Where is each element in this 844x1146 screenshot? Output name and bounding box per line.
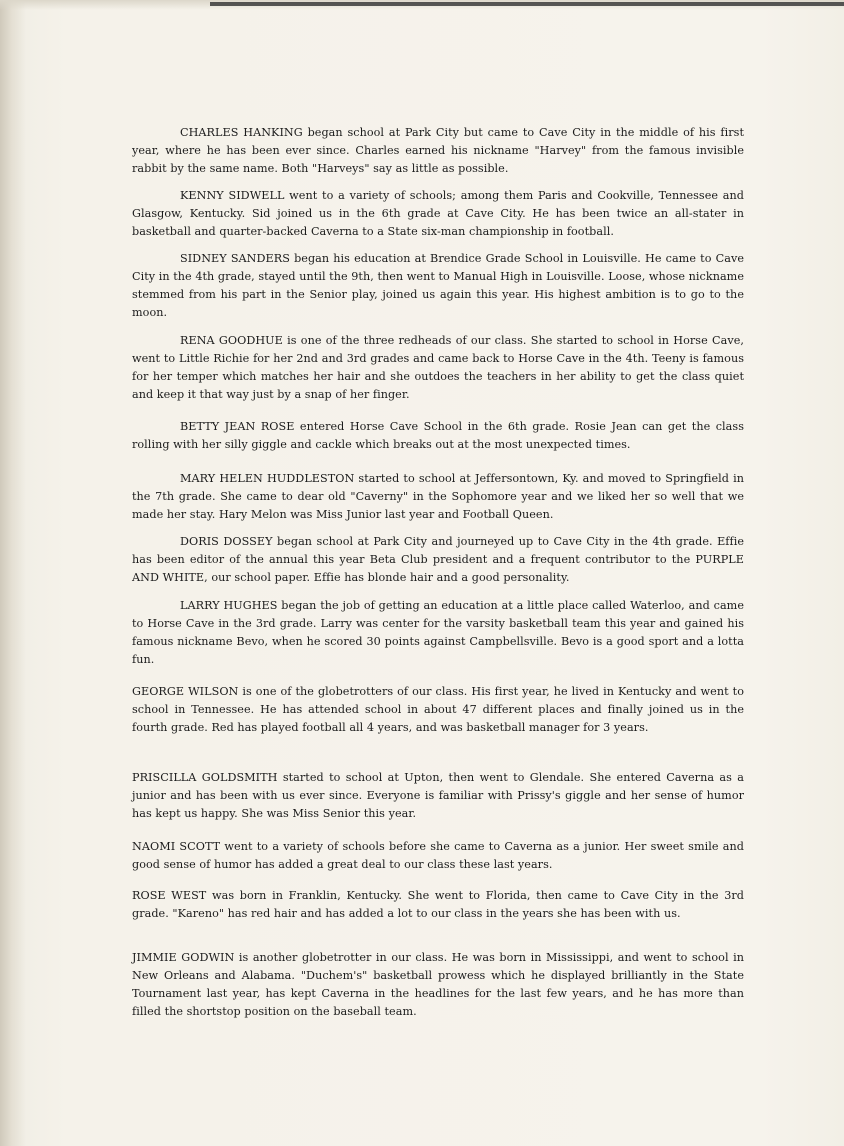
- bio-rena-goodhue: RENA GOODHUE is one of the three redheads of our class. She started to school in Horse Cave, went to Little Richie for her 2nd and 3rd grades and came back to Horse Cave in the 4th. Teeny is famous for her temper which matches her hair and she outdoes the teachers in her ability to get the class quiet and keep it that way just by a snap of her finger.: [132, 334, 744, 401]
- bio-betty-jean-rose: BETTY JEAN ROSE entered Horse Cave School in the 6th grade. Rosie Jean can get the class rolling with her silly giggle and cackle which breaks out at the most unexpected times.: [132, 420, 744, 451]
- bio-george-wilson: GEORGE WILSON is one of the globetrotters of our class. His first year, he lived in Kentucky and went to school in Tennessee. He has attended school in about 47 different places and finally joined us in the fourth grade. Red has played football all 4 years, and was basketball manager for 3 years.: [132, 685, 744, 734]
- bio-naomi-scott: NAOMI SCOTT went to a variety of schools before she came to Caverna as a junior. Her sweet smile and good sense of humor has added a great deal to our class these last years.: [132, 840, 744, 871]
- top-rule: [210, 2, 844, 6]
- bio-rose-west: ROSE WEST was born in Franklin, Kentucky. She went to Florida, then came to Cave City in the 3rd grade. "Kareno" has red hair and has added a lot to our class in the years she has been with us.: [132, 889, 744, 920]
- bio-doris-dossey: DORIS DOSSEY began school at Park City and journeyed up to Cave City in the 4th grade. Effie has been editor of the annual this year Beta Club president and a frequent contributor to the PURPLE AND WHITE, our school paper. Effie has blonde hair and a good personality.: [132, 535, 744, 584]
- binding-shadow: [0, 0, 26, 1146]
- bio-jimmie-godwin: JIMMIE GODWIN is another globetrotter in our class. He was born in Mississippi, and went to school in New Orleans and Alabama. "Duchem's" basketball prowess which he displayed brilliantly in the State Tournament last year, has kept Caverna in the headlines for the last few years, and he has more than filled the shortstop position on the baseball team.: [132, 951, 744, 1018]
- bio-larry-hughes: LARRY HUGHES began the job of getting an education at a little place called Waterloo, and came to Horse Cave in the 3rd grade. Larry was center for the varsity basketball team this year and gained his famous nickname Bevo, when he scored 30 points against Campbellsville. Bevo is a good sport and a lotta fun.: [132, 599, 744, 666]
- bio-kenny-sidwell: KENNY SIDWELL went to a variety of schools; among them Paris and Cookville, Tennessee and Glasgow, Kentucky. Sid joined us in the 6th grade at Cave City. He has been twice an all-stater in basketball and quarter-backed Caverna to a State six-man championship in football.: [132, 189, 744, 238]
- bio-mary-helen-huddleston: MARY HELEN HUDDLESTON started to school at Jeffersontown, Ky. and moved to Springfield in the 7th grade. She came to dear old "Caverny" in the Sophomore year and we liked her so well that we made her stay. Hary Melon was Miss Junior last year and Football Queen.: [132, 472, 744, 521]
- bio-priscilla-goldsmith: PRISCILLA GOLDSMITH started to school at Upton, then went to Glendale. She entered Caverna as a junior and has been with us ever since. Everyone is familiar with Prissy's giggle and her sense of humor has kept us happy. She was Miss Senior this year.: [132, 771, 744, 820]
- bio-charles-hanking: CHARLES HANKING began school at Park City but came to Cave City in the middle of his first year, where he has been ever since. Charles earned his nickname "Harvey" from the famous invisible rabbit by the same name. Both "Harveys" say as little as possible.: [132, 126, 744, 175]
- bio-sidney-sanders: SIDNEY SANDERS began his education at Brendice Grade School in Louisville. He came to Cave City in the 4th grade, stayed until the 9th, then went to Manual High in Louisville. Loose, whose nickname stemmed from his part in the Senior play, joined us again this year. His highest ambition is to go to the moon.: [132, 252, 744, 319]
